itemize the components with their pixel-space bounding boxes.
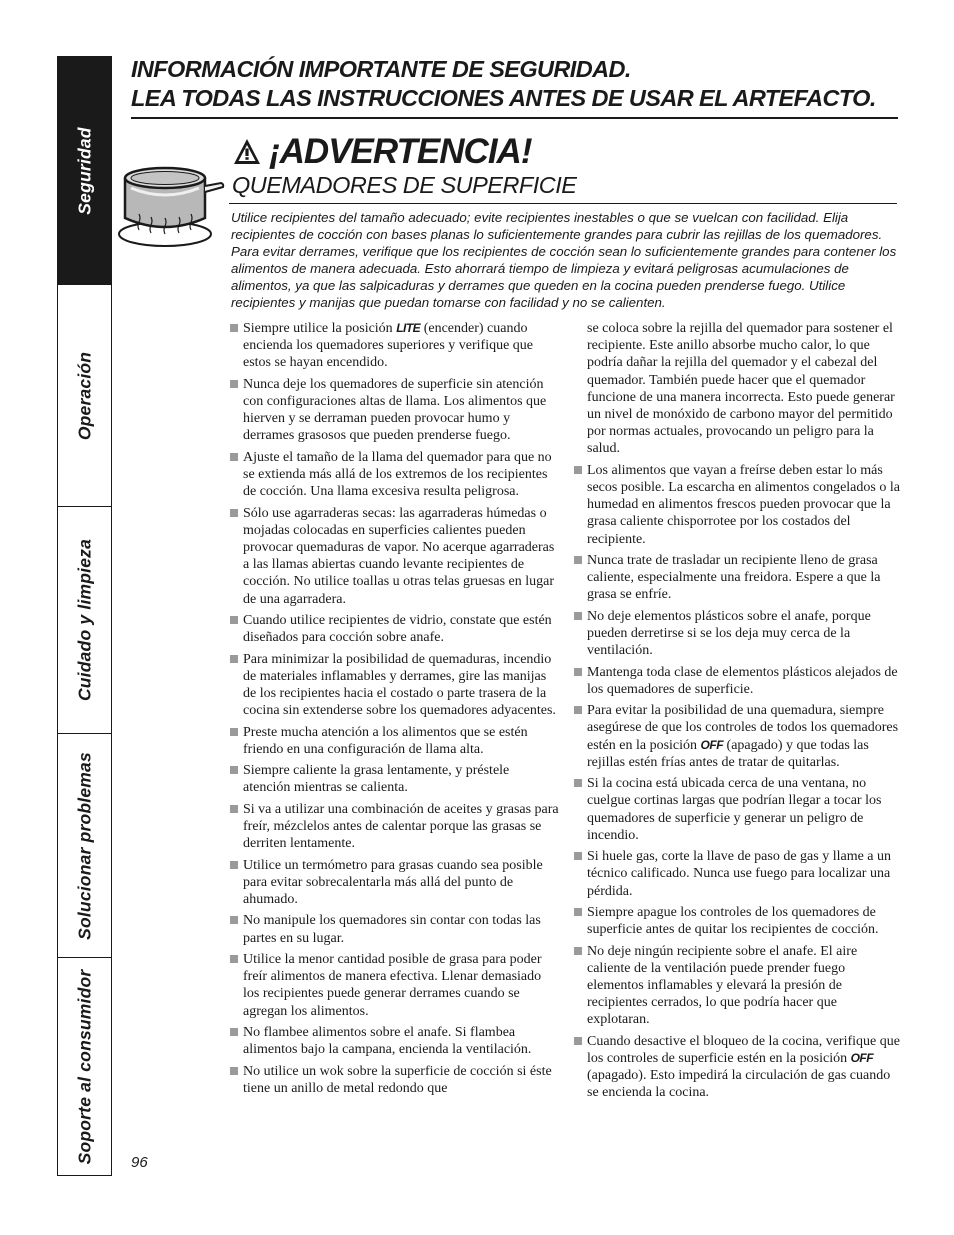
safety-item-text [243, 857, 560, 909]
safety-item-text-pre: Si huele gas, corte la llave de paso de gas y llame a un técnico calificado. Nunca use fuego para localizar una pérdida. [587, 849, 892, 899]
safety-item-text [243, 320, 560, 372]
safety-item-text-pre: No utilice un wok sobre la superficie de cocción si éste tiene un anillo de metal redondo que [243, 1063, 552, 1096]
safety-item [573, 320, 903, 458]
bullet-square-icon [574, 556, 582, 564]
safety-item-text-pre: Sólo use agarraderas secas: las agarraderas húmedas o mojadas colocadas en superficies calientes pueden provocar quemaduras de vapor. No acerque agarraderas a las llamas abiertas cuando levante recipientes de cocción. No utilice toallas u otras telas gruesas en lugar de una agarradera. [243, 505, 555, 607]
safety-item [229, 801, 560, 853]
safety-item-text [243, 762, 560, 796]
safety-item-text [243, 612, 560, 646]
bullet-square-icon [230, 509, 238, 517]
safety-item-text [587, 608, 903, 660]
bullet-square-icon [574, 779, 582, 787]
safety-item-text [587, 848, 903, 900]
safety-item-text [243, 1024, 560, 1058]
safety-item-text [243, 376, 560, 445]
safety-item [573, 608, 903, 660]
safety-item-text [243, 951, 560, 1020]
safety-item [229, 912, 560, 946]
bullet-square-icon [574, 612, 582, 620]
safety-item [229, 951, 560, 1020]
section-divider [229, 203, 897, 204]
control-keyword: OFF [850, 1051, 874, 1065]
safety-item-text [587, 1033, 903, 1102]
safety-item [229, 1063, 560, 1097]
side-tab-label: Seguridad [74, 126, 94, 215]
bullet-square-icon [230, 916, 238, 924]
bullet-square-icon [574, 668, 582, 676]
safety-item-text-pre: Siempre utilice la posición [243, 321, 397, 336]
safety-item-text-pre: Mantenga toda clase de elementos plásticos alejados de los quemadores de superficie. [587, 664, 898, 697]
safety-item-text-pre: Si va a utilizar una combinación de aceites y grasas para freír, mézclelos antes de calentar porque las grasas se derriten lentamente. [243, 801, 559, 852]
bullet-square-icon [230, 766, 238, 774]
safety-item [229, 612, 560, 646]
safety-item [229, 1024, 560, 1058]
side-tab-cuidado-limpieza[interactable] [58, 507, 111, 734]
safety-item-text-pre: Los alimentos que vayan a freírse deben estar lo más secos posible. La escarcha en alimentos congelados o la humedad en alimentos frescos pueden provocar que la grasa caliente chisporrotee por los costados del recipiente. [587, 462, 900, 547]
safety-item [229, 449, 560, 501]
bullet-square-icon [574, 852, 582, 860]
safety-item-text-post: (apagado) y que todas las rejillas estén frías antes de tratar de quitarlas. [587, 737, 869, 770]
bullet-square-icon [230, 955, 238, 963]
side-tab-label: Soporte al consumidor [74, 969, 94, 1164]
page-number: 96 [131, 1154, 148, 1171]
safety-item [229, 320, 560, 372]
side-tab-strip [57, 56, 112, 1176]
safety-item-text [587, 462, 903, 548]
safety-item [229, 376, 560, 445]
safety-item-text [243, 505, 560, 608]
bullet-square-icon [230, 655, 238, 663]
safety-item-text [243, 651, 560, 720]
bullet-square-icon [230, 1067, 238, 1075]
safety-item-text-post: (apagado). Esto impedirá la circulación de gas cuando se encienda la cocina. [587, 1068, 891, 1101]
control-keyword: OFF [700, 737, 724, 752]
safety-item-text [587, 904, 903, 938]
safety-item-text-pre: Si la cocina está ubicada cerca de una ventana, no cuelgue cortinas largas que podrían llegar a tocar los quemadores de superficie y generar un peligro de incendio. [587, 776, 882, 843]
warning-title: ¡ADVERTENCIA! [269, 132, 532, 171]
safety-item [229, 762, 560, 796]
safety-item-text-pre: Cuando utilice recipientes de vidrio, constate que estén diseñados para cocción sobre anafe. [243, 613, 552, 646]
safety-item-text-pre: Utilice un termómetro para grasas cuando sea posible para evitar sobrecalentarla más allá del punto de ahumado. [243, 857, 543, 907]
safety-item-text-pre: Cuando desactive el bloqueo de la cocina, verifique que los controles de superficie estén en la posición [587, 1033, 900, 1066]
pot-on-burner-icon [117, 160, 225, 250]
safety-item-text-pre: No deje elementos plásticos sobre el anafe, porque pueden derretirse si se los deja muy cerca de la ventilación. [587, 608, 871, 659]
safety-item-text-pre: se coloca sobre la rejilla del quemador para sostener el recipiente. Este anillo absorbe mucho calor, lo que podría dañar la rejilla del quemador y el cabezal del quemador. También puede hacer que el quemador funcione de una manera incorrecta. Esto puede generar un nivel de monóxido de carbono mayor del permitido por normas actuales, provocando un peligro para la salud. [587, 321, 895, 457]
safety-item-text [587, 702, 903, 771]
safety-item [573, 552, 903, 604]
bullet-square-icon [230, 453, 238, 461]
safety-item-text-pre: Preste mucha atención a los alimentos que se estén friendo en una configuración de llama alta. [243, 724, 528, 757]
header-divider [131, 117, 898, 119]
header-line-1: INFORMACIÓN IMPORTANTE DE SEGURIDAD. [131, 56, 631, 82]
bullet-square-icon [574, 908, 582, 916]
safety-item [573, 664, 903, 698]
control-keyword: LITE [396, 321, 421, 335]
safety-item-text [243, 912, 560, 946]
safety-item [573, 462, 903, 548]
bullet-square-icon [230, 728, 238, 736]
warning-triangle-icon [233, 138, 261, 166]
safety-item [229, 857, 560, 909]
safety-item [573, 1033, 903, 1102]
safety-item-text-pre: Ajuste el tamaño de la llama del quemador para que no se extienda más allá de los extremos de los recipientes de cocción. Una llama excesiva resulta peligrosa. [243, 449, 552, 500]
safety-item-text [587, 664, 903, 698]
right-column [573, 320, 903, 1106]
bullet-square-icon [230, 380, 238, 388]
safety-item-text [587, 775, 903, 844]
safety-item-text-pre: Utilice la menor cantidad posible de grasa para poder freír alimentos de manera efectiva. Llenar demasiado los recipientes puede generar derrames cuando se agregan los alimentos. [243, 951, 542, 1019]
safety-item-text-pre: No manipule los quemadores sin contar con todas las partes en su lugar. [243, 913, 541, 946]
bullet-square-icon [230, 861, 238, 869]
safety-item-text-pre: No deje ningún recipiente sobre el anafe. El aire caliente de la ventilación puede prender fuego elementos inflamables y elevará la presión de recipientes cerrados, lo que podría hacer que explotaran. [587, 943, 858, 1028]
side-tab-label: Cuidado y limpieza [74, 538, 94, 702]
bullet-square-icon [574, 947, 582, 955]
bullet-square-icon [230, 805, 238, 813]
bullet-square-icon [574, 706, 582, 714]
safety-item-text-pre: Siempre caliente la grasa lentamente, y préstele atención mientras se calienta. [243, 763, 510, 796]
section-title: QUEMADORES DE SUPERFICIE [232, 172, 577, 198]
side-tab-operacion[interactable] [58, 285, 111, 507]
safety-item-text-pre: Nunca deje los quemadores de superficie sin atención con configuraciones altas de llama. Los alimentos que hierven y se derraman pueden provocar humo y derrames grasosos que pueden prenderse fuego. [243, 376, 547, 444]
side-tab-solucionar-problemas[interactable] [58, 734, 111, 958]
left-column [229, 320, 560, 1101]
warning-heading [233, 131, 531, 173]
safety-item-text [243, 449, 560, 501]
safety-item [229, 724, 560, 758]
safety-item-text [587, 552, 903, 604]
bullet-square-icon [230, 616, 238, 624]
safety-item [229, 651, 560, 720]
safety-item [573, 943, 903, 1029]
safety-item-text [243, 801, 560, 853]
safety-item-text-pre: Para minimizar la posibilidad de quemaduras, incendio de materiales inflamables y derrames, gire las manijas de los recipientes hacia el costado o parte trasera de la cocina sin extenderse sobre los quemadores adyacentes. [243, 651, 556, 719]
safety-item [573, 848, 903, 900]
bullet-square-icon [230, 1028, 238, 1036]
safety-item-text-post: (encender) cuando encienda los quemadores superiores y verifique que estos se hayan encendido. [243, 321, 534, 371]
side-tab-seguridad[interactable] [58, 57, 111, 285]
header-line-2: LEA TODAS LAS INSTRUCCIONES ANTES DE USAR EL ARTEFACTO. [131, 85, 876, 111]
safety-item [573, 775, 903, 844]
safety-item-text-pre: Nunca trate de trasladar un recipiente lleno de grasa caliente, especialmente una freidora. Espere a que la grasa se enfríe. [587, 553, 881, 603]
safety-item-text-pre: Para evitar la posibilidad de una quemadura, siempre asegúrese de que los controles de todos los quemadores estén en la posición [587, 703, 899, 753]
safety-item-text [587, 320, 903, 458]
bullet-square-icon [574, 466, 582, 474]
intro-paragraph: Utilice recipientes del tamaño adecuado; evite recipientes inestables o que se vuelcan con facilidad. Elija recipientes de cocción con bases planas lo suficientemente grandes para cubrir las rejillas de los quemadores. Para evitar derrames, verifique que los recipientes de cocción sean lo suficientemente grandes para contener los alimentos de manera adecuada. Esto ahorrará tiempo de limpieza y evitará peligrosas acumulaciones de alimentos, ya que las salpicaduras y derrames que queden en la cocina pueden prenderse fuego. Utilice recipientes y manijas que puedan tomarse con facilidad y no se calienten. [231, 210, 897, 311]
page-header [131, 55, 898, 113]
side-tab-label: Solucionar problemas [74, 751, 94, 940]
safety-item [573, 904, 903, 938]
safety-item [573, 702, 903, 771]
safety-item-text [587, 943, 903, 1029]
safety-item-text [243, 1063, 560, 1097]
side-tab-soporte-consumidor[interactable] [58, 958, 111, 1175]
bullet-square-icon [574, 1037, 582, 1045]
side-tab-label: Operación [74, 351, 94, 440]
safety-item-text [243, 724, 560, 758]
safety-item-text-pre: No flambee alimentos sobre el anafe. Si flambea alimentos bajo la campana, encienda la ventilación. [243, 1024, 532, 1058]
safety-item [229, 505, 560, 608]
safety-item-text-pre: Siempre apague los controles de los quemadores de superficie antes de quitar los recipientes de cocción. [587, 905, 879, 938]
bullet-square-icon [230, 324, 238, 332]
